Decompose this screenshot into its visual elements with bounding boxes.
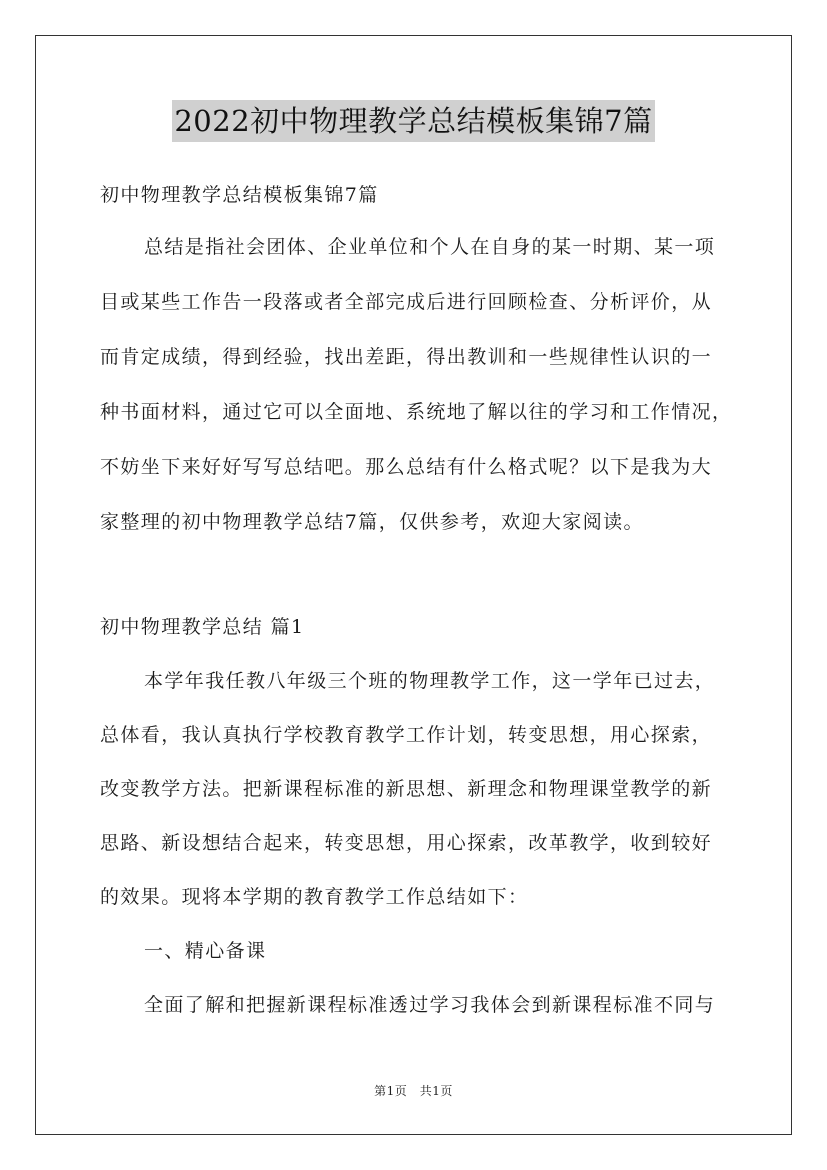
intro-line-5: 不妨坐下来好好写写总结吧。那么总结有什么格式呢？以下是我为大 — [100, 456, 713, 478]
title-container — [0, 100, 827, 142]
intro-line-4: 种书面材料，通过它可以全面地、系统地了解以往的学习和工作情况， — [100, 401, 733, 423]
subheading: 一、精心备课 — [144, 940, 267, 962]
section-heading: 初中物理教学总结 篇1 — [100, 616, 305, 638]
intro-line-1: 总结是指社会团体、企业单位和个人在自身的某一时期、某一项 — [144, 236, 716, 258]
section-line-3: 改变教学方法。把新课程标准的新思想、新理念和物理课堂教学的新 — [100, 778, 713, 800]
document-subtitle: 初中物理教学总结模板集锦7篇 — [100, 184, 379, 206]
last-line: 全面了解和把握新课程标准透过学习我体会到新课程标准不同与 — [144, 994, 716, 1016]
section-line-2: 总体看，我认真执行学校教育教学工作计划，转变思想，用心探索， — [100, 724, 713, 746]
section-line-4: 思路、新设想结合起来，转变思想，用心探索，改革教学，收到较好 — [100, 832, 713, 854]
page-footer: 第1页 共1页 — [374, 1084, 453, 1098]
intro-line-2: 目或某些工作告一段落或者全部完成后进行回顾检查、分析评价，从 — [100, 291, 713, 313]
section-line-5: 的效果。现将本学期的教育教学工作总结如下： — [100, 886, 529, 908]
intro-line-3: 而肯定成绩，得到经验，找出差距，得出教训和一些规律性认识的一 — [100, 346, 713, 368]
intro-line-6: 家整理的初中物理教学总结7篇，仅供参考，欢迎大家阅读。 — [100, 511, 644, 533]
section-line-1: 本学年我任教八年级三个班的物理教学工作，这一学年已过去， — [144, 670, 716, 692]
document-title: 2022初中物理教学总结模板集锦7篇 — [172, 100, 654, 142]
